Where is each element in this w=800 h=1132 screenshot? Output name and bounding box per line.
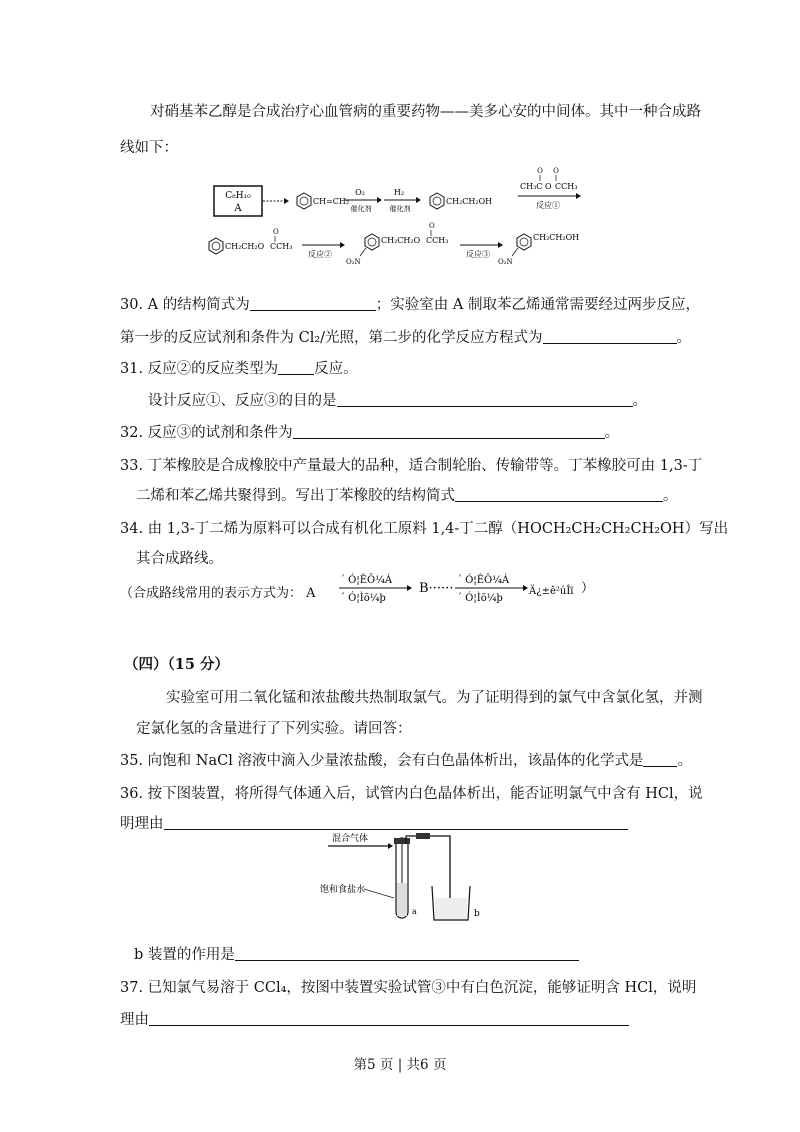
nitro-bond-2 — [512, 248, 518, 256]
arrow-reaction3-head — [498, 242, 503, 248]
step1-bottom: 催化剂 — [350, 205, 372, 213]
anhydride-o-label: O — [537, 167, 543, 175]
q34-hint — [120, 582, 316, 601]
alcohol-chain: CH₂CH₂OH — [446, 197, 493, 206]
q30-answer-blank-1[interactable] — [250, 296, 376, 311]
question-31-line-1 — [120, 357, 358, 378]
step1-top: O₂ — [355, 188, 365, 197]
step2-top: H₂ — [393, 188, 405, 197]
ester-chain: CH₂CH₂O — [225, 242, 265, 251]
benzene-ring-icon — [209, 238, 223, 254]
ester-end: CCH₃ — [270, 242, 293, 251]
ester2-o: O — [429, 222, 435, 230]
question-36-b-function — [134, 943, 579, 964]
styrene-chain: CH=CH₂ — [313, 197, 350, 206]
q33-text: 二烯和苯乙烯共聚得到。写出丁苯橡胶的结构简式 — [136, 488, 455, 504]
ester-o: O — [273, 228, 279, 236]
question-37-line-1: 37. 已知氯气易溶于 CCl₄，按图中装置实验试管③中有白色沉淀，能够证明含 HCl，说明 — [120, 980, 697, 996]
nitro-group-2: O₂N — [498, 258, 513, 266]
question-31-line-2 — [148, 389, 647, 410]
question-30-line-1 — [120, 293, 700, 314]
q30-answer-blank-2[interactable] — [543, 329, 677, 344]
section-4-intro-1: 实验室可用二氧化锰和浓盐酸共热制取氯气。为了证明得到的氯气中含氯化氢，并测 — [166, 690, 703, 706]
q32-text: 32. 反应③的试剂和条件为 — [120, 425, 293, 441]
benzene-ring-icon — [430, 193, 444, 209]
arrow-reaction1-head — [576, 193, 581, 199]
mixed-gas-label: 混合气体 — [332, 834, 369, 844]
question-33-line-2 — [136, 484, 678, 505]
arrow-step2-head — [416, 197, 421, 203]
q32-answer-blank[interactable] — [293, 424, 605, 439]
question-34-line-1: 34. 由 1,3-丁二烯为原料可以合成有机化工原料 1,4-丁二醇（HOCH₂CH₂CH₂CH₂OH）写出 — [120, 521, 729, 537]
reaction1-label: 反应① — [536, 201, 560, 210]
question-34-line-2: 其合成路线。 — [136, 551, 223, 567]
q35-end: 。 — [677, 753, 692, 769]
benzene-ring-icon — [297, 193, 311, 209]
beaker-liquid — [435, 898, 467, 919]
nitro-group: O₂N — [346, 258, 361, 266]
stopper-a — [394, 838, 410, 844]
nitro-bond — [360, 248, 366, 256]
intro-line-2: 线如下： — [120, 140, 178, 156]
anhydride-right: CCH₃ — [555, 182, 578, 191]
q30-prefix: 30. A 的结构简式为 — [120, 297, 250, 313]
outlet-tube — [444, 836, 450, 898]
ester2-chain: CH₂CH₂O — [381, 236, 421, 245]
q36-b-label: b 装置的作用是 — [134, 947, 235, 963]
label-b: b — [474, 909, 480, 919]
q36-b-answer-blank[interactable] — [235, 946, 579, 961]
benzene-circle-icon — [212, 242, 220, 250]
saline-label: 饱和食盐水 — [320, 885, 366, 895]
q31-prefix: 31. 反应②的反应类型为 — [120, 361, 279, 377]
intro-line-1: 对硝基苯乙醇是合成治疗心血管病的重要药物——美多心安的中间体。其中一种合成路 — [150, 104, 701, 120]
q36-reason-label: 明理由 — [120, 816, 164, 832]
question-37-line-2 — [120, 1008, 629, 1029]
question-30-line-2 — [120, 326, 691, 347]
box-formula: C₈H₁₀ — [225, 191, 251, 201]
synthesis-scheme — [200, 160, 600, 280]
anhydride-mid: O — [545, 182, 552, 191]
benzene-ring-icon — [517, 234, 531, 250]
garbled-label-top: ´ Ó¦ÊÔ¼Á — [340, 575, 393, 586]
q32-end: 。 — [604, 425, 620, 441]
saline-liquid — [397, 883, 407, 916]
anhydride-o-label-2: O — [553, 167, 559, 175]
route-arrow-1-head — [407, 585, 412, 591]
q31-suffix: 反应。 — [314, 361, 358, 377]
arrow-reaction2-head — [340, 242, 345, 248]
benzene-ring-icon — [365, 234, 379, 250]
label-a: a — [412, 907, 417, 916]
anhydride-left: CH₃C — [520, 182, 543, 191]
q37-reason-label: 理由 — [120, 1012, 149, 1028]
q35-text: 35. 向饱和 NaCl 溶液中滴入少量浓盐酸，会有白色晶体析出，该晶体的化学式是 — [120, 753, 644, 769]
question-36-line-1: 36. 按下图装置，将所得气体通入后，试管内白色晶体析出，能否证明氯气中含有 HCl，说 — [120, 786, 703, 802]
q34-hint-prefix: （合成路线常用的表示方式为： A — [120, 586, 316, 601]
question-33-line-1: 33. 丁苯橡胶是合成橡胶中产量最大的品种，适合制轮胎、传输带等。丁苯橡胶可由 1,3-丁 — [120, 458, 703, 474]
arrow-step1-head — [377, 197, 382, 203]
section-4-header: （四）（15 分） — [124, 656, 229, 673]
q33-end: 。 — [663, 488, 678, 504]
reaction3-label: 反应③ — [466, 250, 490, 259]
garbled-label-top-2: ´ Ó¦ÊÔ¼Á — [457, 575, 510, 586]
q31-purpose: 设计反应①、反应③的目的是 — [148, 393, 337, 409]
q34-route-arrows — [335, 570, 595, 610]
ester2-end: CCH₃ — [426, 236, 449, 245]
q37-answer-blank[interactable] — [149, 1011, 629, 1026]
route-arrow-2-head — [523, 585, 528, 591]
product-chain: CH₂CH₂OH — [533, 233, 580, 242]
step2-bottom: 催化剂 — [389, 205, 411, 213]
q31-answer-blank-1[interactable] — [278, 360, 314, 375]
question-32 — [120, 421, 619, 442]
benzene-circle-icon — [368, 238, 376, 246]
gas-inlet-arrow-head — [388, 843, 393, 849]
arrow-a-head — [284, 198, 289, 204]
benzene-circle-icon — [433, 197, 441, 205]
q30-text: 第一步的反应试剂和条件为 Cl₂/光照，第二步的化学反应方程式为 — [120, 330, 543, 346]
garbled-target: Ä¿±ê²úÎï — [529, 586, 574, 597]
box-label: A — [234, 203, 242, 214]
saline-pointer — [364, 889, 394, 898]
q31-answer-blank-2[interactable] — [337, 392, 633, 407]
garbled-label-bottom: ´ Ó¦Ìõ¼þ — [340, 593, 386, 604]
reaction2-label: 反应② — [308, 250, 332, 259]
q30-end: 。 — [676, 330, 692, 346]
benzene-circle-icon — [520, 238, 528, 246]
q30-middle: ；实验室由 A 制取苯乙烯通常需要经过两步反应， — [375, 297, 700, 313]
q35-answer-blank[interactable] — [643, 752, 677, 767]
benzene-circle-icon — [300, 197, 308, 205]
q34-close: ） — [581, 581, 595, 596]
section-4-intro-2: 定氯化氢的含量进行了下列实验。请回答： — [136, 721, 412, 737]
q31-end: 。 — [632, 393, 647, 409]
garbled-label-bottom-2: ´ Ó¦Ìõ¼þ — [457, 593, 503, 604]
q34-hint-b: B······ — [419, 581, 454, 596]
question-35 — [120, 749, 692, 770]
page-footer: 第5 页 | 共6 页 — [353, 1057, 447, 1073]
rubber-connector — [416, 833, 430, 839]
apparatus-diagram — [320, 828, 500, 928]
q33-answer-blank[interactable] — [455, 487, 663, 502]
